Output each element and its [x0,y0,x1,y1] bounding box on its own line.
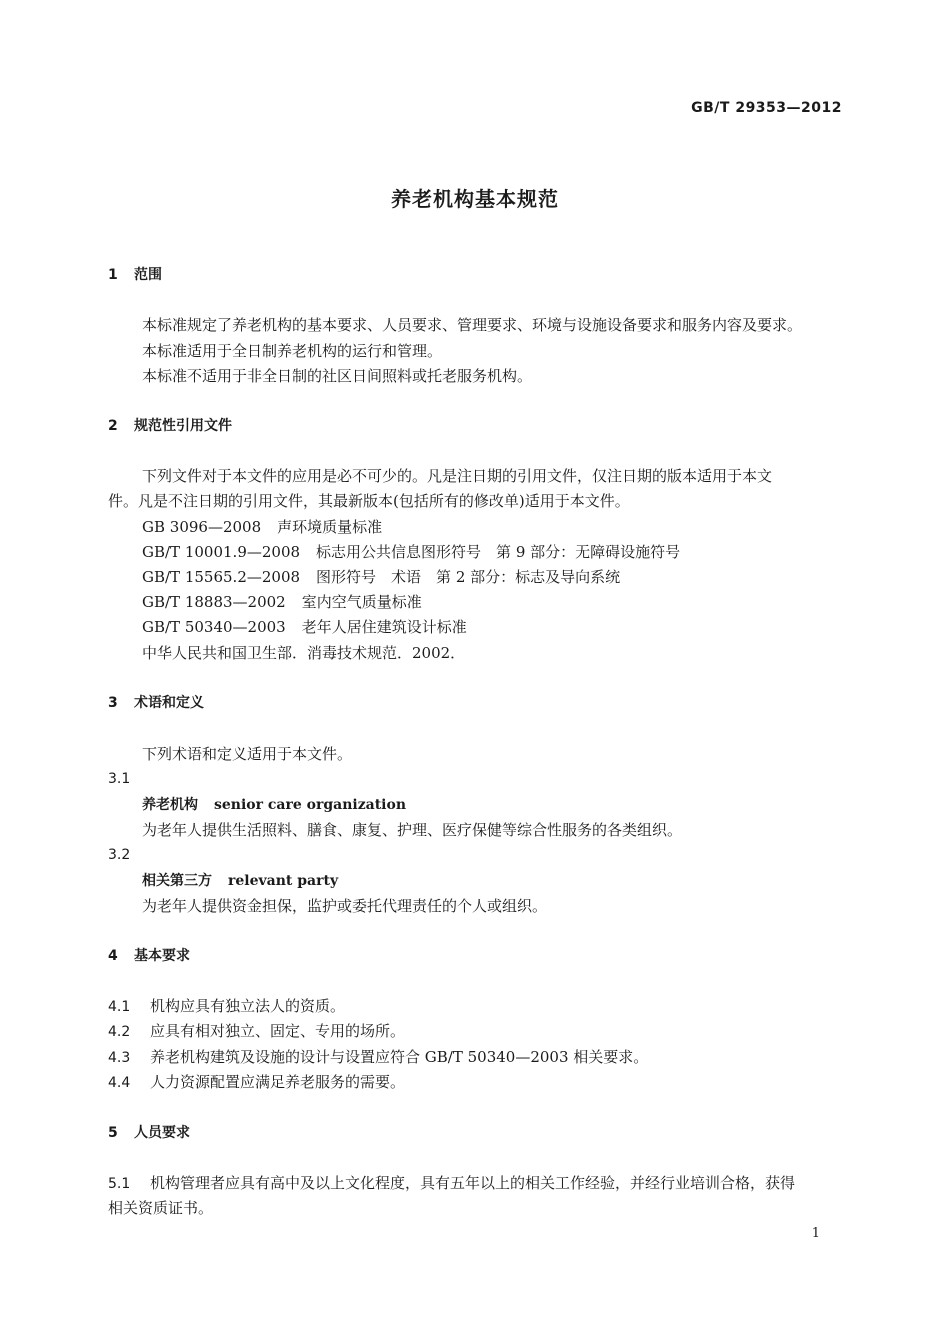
term-english: relevant party [228,873,339,889]
clause-number: 4.4 [108,1075,131,1091]
paragraph: 本标准规定了养老机构的基本要求、人员要求、管理要求、环境与设施设备要求和服务内容及要求。 [142,316,803,334]
section-1-heading [108,265,162,285]
section-2-heading [108,416,232,436]
reference-code: GB/T 10001.9—2008 [142,543,301,561]
clause-text: 人力资源配置应满足养老服务的需要。 [150,1073,406,1091]
term-definition: 为老年人提供生活照料、膳食、康复、护理、医疗保健等综合性服务的各类组织。 [142,821,683,839]
reference-title: 标志用公共信息图形符号 第 9 部分：无障碍设施符号 [316,543,681,561]
section-number: 1 [108,267,118,283]
clause-number: 5.1 [108,1176,131,1192]
reference-item [142,617,467,637]
reference-title: 图形符号 术语 第 2 部分：标志及导向系统 [316,568,621,586]
clause-number: 4.1 [108,999,131,1015]
section-title: 范围 [134,267,162,283]
section-3-heading [108,693,204,713]
section-number: 3 [108,695,118,711]
reference-item: 中华人民共和国卫生部．消毒技术规范．2002． [142,644,466,662]
reference-code: GB/T 15565.2—2008 [142,568,301,586]
term-chinese: 相关第三方 [142,873,212,889]
section-title: 规范性引用文件 [134,418,232,434]
reference-item [142,592,422,612]
term-name [142,794,406,815]
term-number: 3.1 [108,771,131,787]
paragraph: 下列术语和定义适用于本文件。 [142,745,353,763]
reference-item [142,517,382,537]
term-english: senior care organization [214,797,407,813]
section-title: 基本要求 [134,948,190,964]
clause [108,996,345,1017]
paragraph: 本标准适用于全日制养老机构的运行和管理。 [142,342,443,360]
reference-code: GB 3096—2008 [142,518,262,536]
term-definition: 为老年人提供资金担保，监护或委托代理责任的个人或组织。 [142,897,548,915]
section-number: 2 [108,418,118,434]
reference-item [142,567,620,587]
section-number: 5 [108,1125,118,1141]
clause-number: 4.2 [108,1024,131,1040]
document-title: 养老机构基本规范 [391,187,559,211]
paragraph: 下列文件对于本文件的应用是必不可少的。凡是注日期的引用文件，仅注日期的版本适用于本文 [142,467,773,485]
paragraph: 件。凡是不注日期的引用文件，其最新版本(包括所有的修改单)适用于本文件。 [108,492,630,510]
term-number: 3.2 [108,847,131,863]
clause-continuation: 相关资质证书。 [108,1199,214,1217]
clause [108,1072,405,1093]
clause-text: 应具有相对独立、固定、专用的场所。 [150,1022,406,1040]
reference-title: 室内空气质量标准 [301,593,422,611]
reference-code: GB/T 50340—2003 [142,618,286,636]
term-name [142,870,338,891]
clause-number: 4.3 [108,1050,131,1066]
reference-item [142,542,680,562]
reference-title: 声环境质量标准 [277,518,383,536]
clause [108,1021,405,1042]
clause-text: 机构管理者应具有高中及以上文化程度，具有五年以上的相关工作经验，并经行业培训合格，获得 [150,1174,796,1192]
section-4-heading [108,946,190,966]
term-chinese: 养老机构 [142,797,198,813]
page-number: 1 [811,1226,820,1241]
reference-title: 老年人居住建筑设计标准 [301,618,467,636]
section-5-heading [108,1123,190,1143]
section-title: 人员要求 [134,1125,190,1141]
clause [108,1173,795,1194]
reference-code: GB/T 18883—2002 [142,593,286,611]
standard-number: GB/T 29353—2012 [691,100,842,116]
section-number: 4 [108,948,118,964]
clause [108,1047,648,1068]
paragraph: 本标准不适用于非全日制的社区日间照料或托老服务机构。 [142,367,533,385]
clause-text: 养老机构建筑及设施的设计与设置应符合 GB/T 50340—2003 相关要求。 [150,1048,649,1066]
clause-text: 机构应具有独立法人的资质。 [150,997,346,1015]
section-title: 术语和定义 [134,695,204,711]
